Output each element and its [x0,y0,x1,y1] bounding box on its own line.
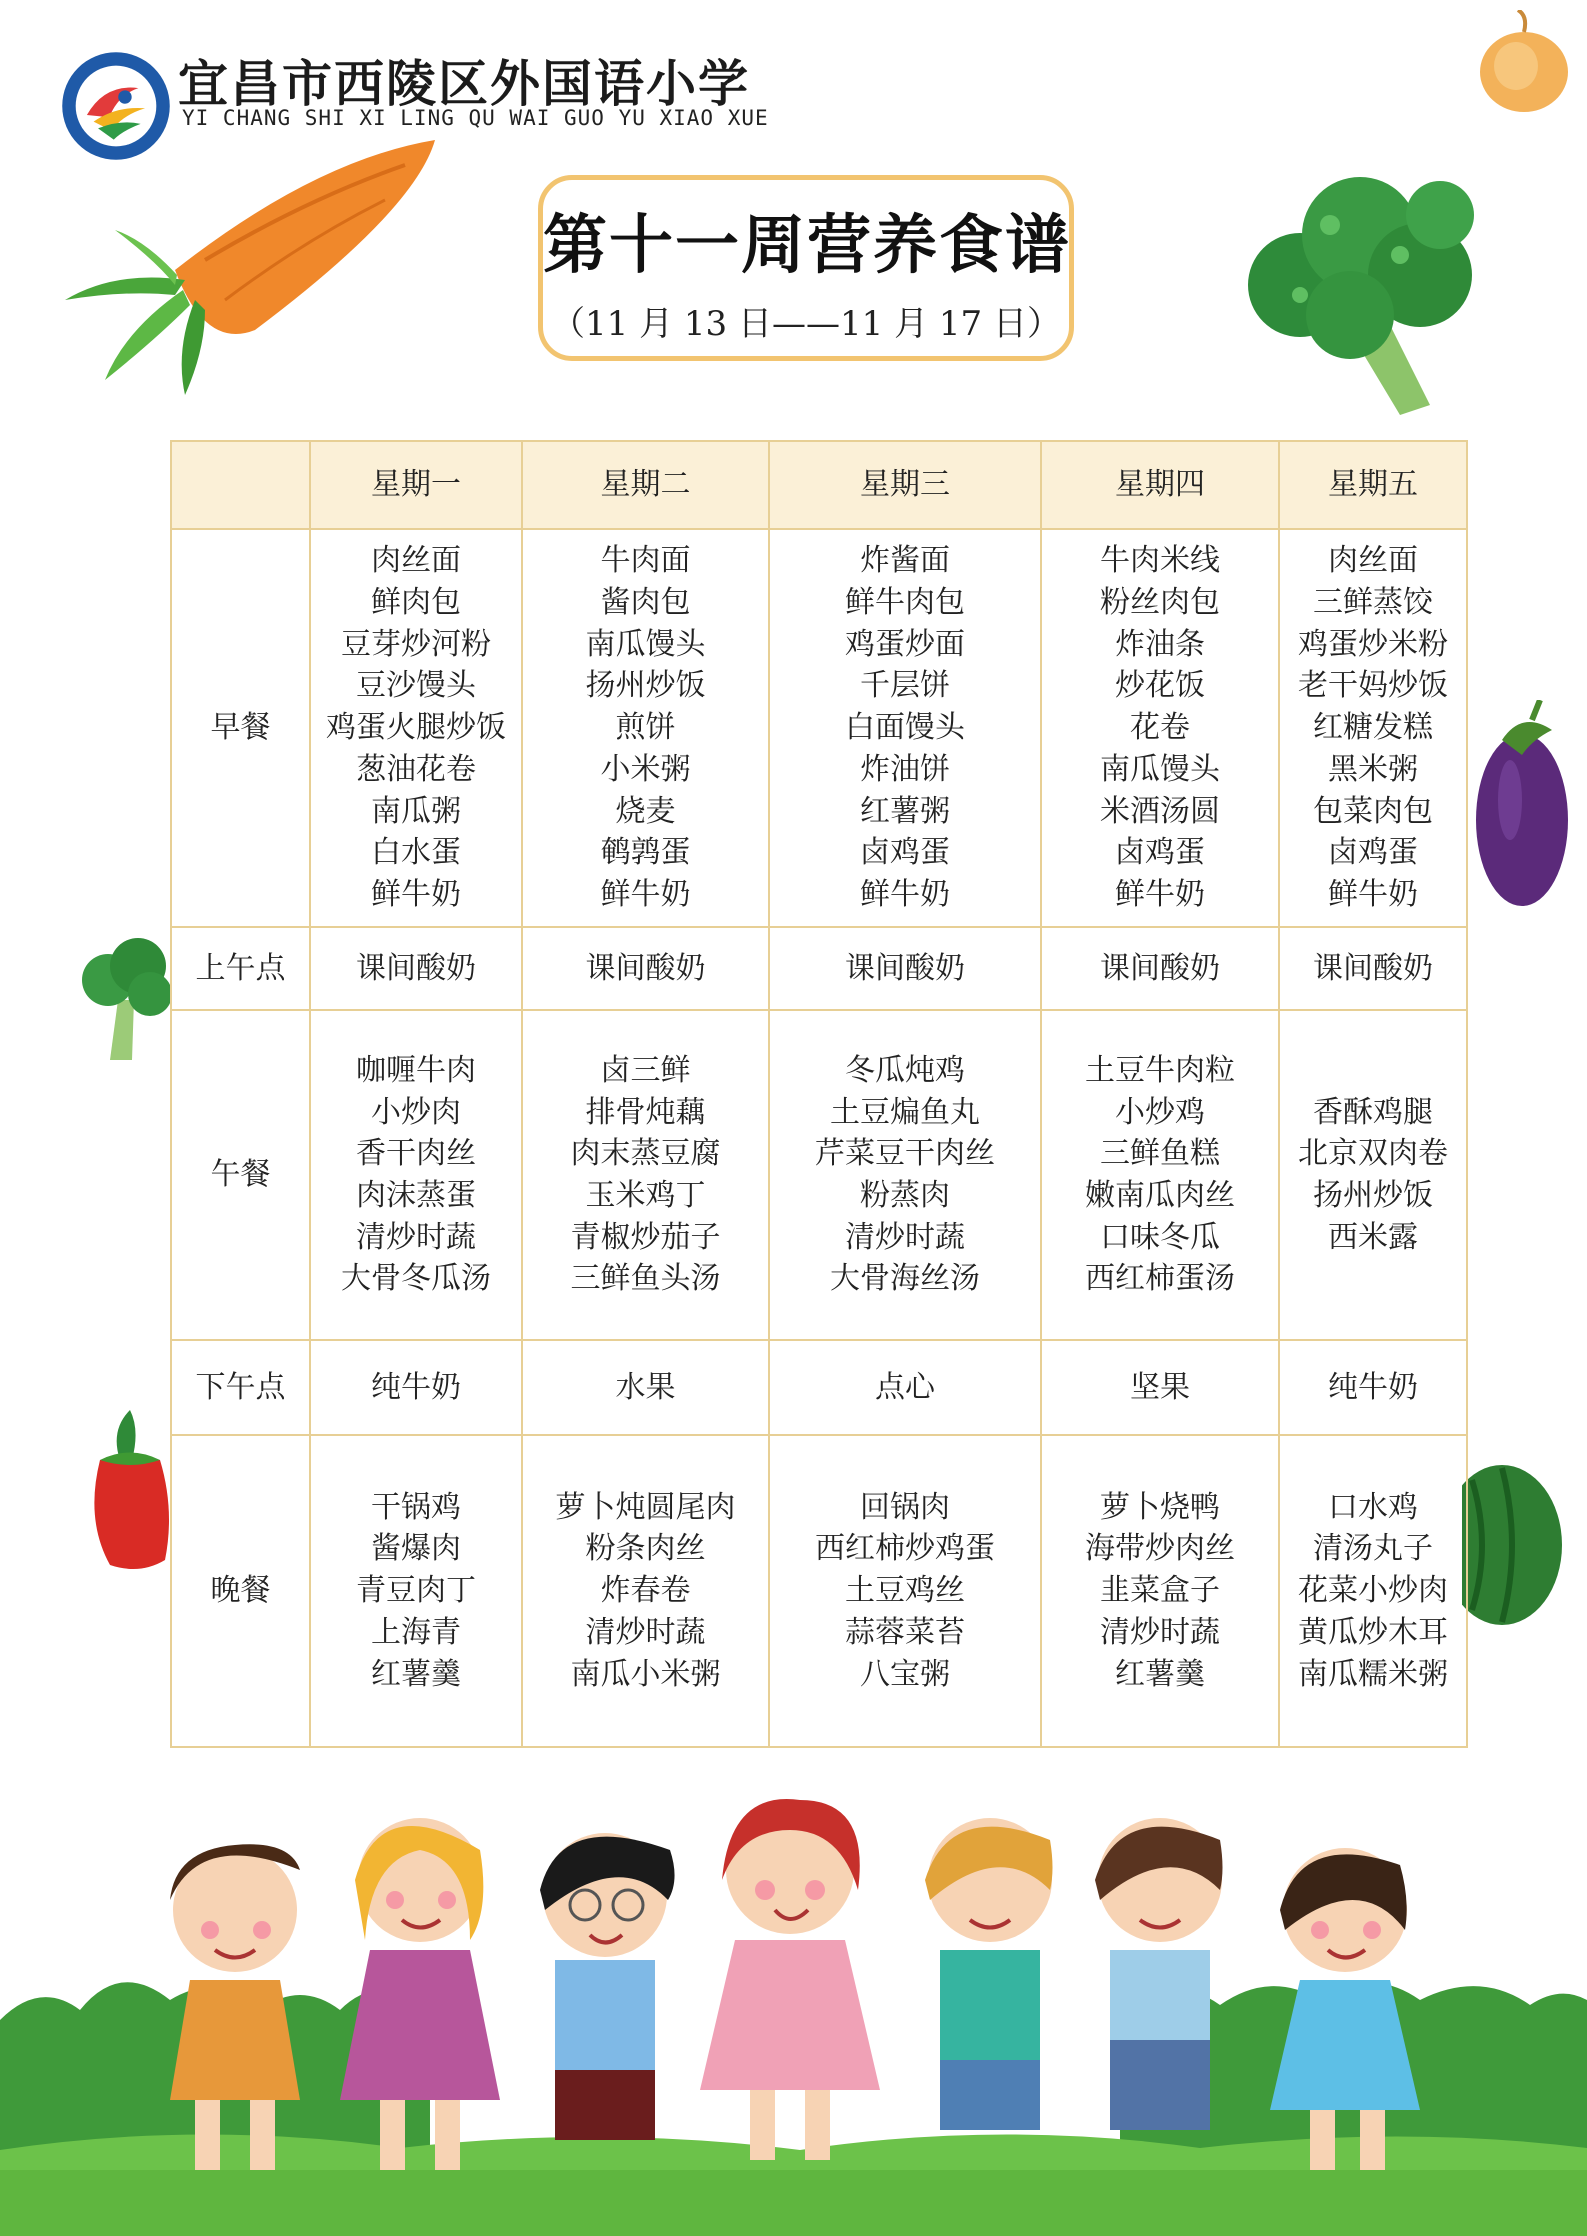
menu-cell [522,1010,769,1340]
dish-item: 包菜肉包 [1313,793,1433,829]
dish-list [1042,1050,1278,1300]
dish-item: 纯牛奶 [1328,1369,1418,1405]
dish-item: 卤鸡蛋 [860,835,950,871]
menu-cell [522,529,769,927]
dish-item: 干锅鸡 [371,1489,461,1525]
meal-label: 下午点 [171,1340,310,1435]
menu-cell [1041,1010,1279,1340]
dish-item: 清炒时蔬 [585,1614,706,1650]
dish-item: 南瓜粥 [371,793,461,829]
onion-icon [1468,10,1578,115]
menu-cell [769,1435,1041,1747]
dish-list [523,540,768,915]
dish-item: 红薯粥 [860,793,950,829]
dish-item: 红薯羹 [1115,1656,1205,1692]
dish-item: 米酒汤圆 [1100,793,1220,829]
dish-list [1042,1487,1278,1696]
dish-list [770,948,1040,990]
carrot-icon [55,120,455,400]
menu-table [170,440,1468,1748]
dish-item: 牛肉面 [600,543,691,579]
dish-item: 鲜牛奶 [1328,876,1418,912]
dish-item: 白水蛋 [371,835,461,871]
dish-list [311,540,521,915]
dish-item: 香酥鸡腿 [1313,1094,1433,1130]
dish-list [1280,1487,1466,1696]
dish-item: 土豆牛肉粒 [1085,1052,1235,1088]
dish-list [311,948,521,990]
dish-item: 萝卜炖圆尾肉 [555,1489,736,1525]
menu-cell [769,1010,1041,1340]
day-header: 星期一 [310,441,522,529]
dish-list [523,948,768,990]
dish-item: 课间酸奶 [585,950,706,986]
dish-list [1280,948,1466,990]
dish-item: 扬州炒饭 [585,668,706,704]
eggplant-icon [1462,700,1572,910]
meal-label: 早餐 [171,529,310,927]
dish-item: 粉蒸肉 [860,1178,950,1213]
dish-item: 嫩南瓜肉丝 [1085,1178,1235,1213]
dish-item: 卤三鲜 [600,1052,691,1088]
menu-cell [1279,1435,1467,1747]
dish-item: 肉丝面 [1328,543,1418,579]
dish-item: 牛肉米线 [1100,543,1220,579]
dish-item: 土豆煸鱼丸 [830,1094,980,1130]
broccoli-icon [1230,165,1500,425]
dish-list [1042,1367,1278,1409]
menu-cell [1041,1340,1279,1435]
dish-item: 黄瓜炒木耳 [1298,1614,1448,1650]
dish-item: 炒花饭 [1115,668,1205,704]
dish-item: 鸡蛋炒米粉 [1298,626,1448,662]
dish-item: 八宝粥 [860,1656,950,1692]
dish-item: 鲜牛奶 [1115,876,1205,912]
dish-item: 扬州炒饭 [1313,1178,1433,1213]
dish-item: 酱肉包 [600,585,691,621]
dish-item: 南瓜馒头 [585,626,706,662]
dish-list [770,1487,1040,1696]
afternoon-snack-row [171,1340,1467,1435]
table-header-row [171,441,1467,529]
dish-list [523,1367,768,1409]
dish-item: 水果 [615,1369,676,1405]
dish-item: 鲜牛奶 [600,876,691,912]
menu-cell [1279,1010,1467,1340]
dish-item: 煎饼 [615,710,676,746]
corner-cell [171,441,310,529]
dish-list [1042,948,1278,990]
dish-list [1280,1092,1466,1259]
dish-item: 鹌鹑蛋 [600,835,691,871]
dish-item: 点心 [875,1369,935,1405]
dish-list [311,1487,521,1696]
dish-item: 口味冬瓜 [1100,1219,1220,1255]
dish-item: 萝卜烧鸭 [1100,1489,1220,1525]
dish-item: 白面馒头 [845,710,965,746]
dish-item: 大骨冬瓜汤 [341,1261,491,1297]
dish-item: 玉米鸡丁 [585,1178,706,1213]
dish-list [770,540,1040,915]
dish-item: 排骨炖藕 [585,1094,706,1130]
dish-list [1042,540,1278,915]
menu-cell [1279,529,1467,927]
dish-item: 肉末蒸豆腐 [570,1136,721,1172]
dish-item: 课间酸奶 [356,950,476,986]
dish-list [1280,540,1466,915]
dish-item: 西红柿炒鸡蛋 [815,1531,995,1567]
dish-list [770,1367,1040,1409]
dish-item: 纯牛奶 [371,1369,461,1405]
dish-item: 鲜肉包 [371,585,461,621]
menu-cell [769,1340,1041,1435]
dish-item: 冬瓜炖鸡 [845,1052,965,1088]
dish-item: 芹菜豆干肉丝 [815,1136,995,1172]
menu-cell [310,529,522,927]
dish-item: 清汤丸子 [1313,1531,1433,1567]
dish-item: 酱爆肉 [371,1531,461,1567]
dish-item: 香干肉丝 [356,1136,476,1172]
dish-item: 海带炒肉丝 [1085,1531,1235,1567]
dish-item: 小炒肉 [371,1094,461,1130]
dish-item: 课间酸奶 [1313,950,1433,986]
meal-label: 午餐 [171,1010,310,1340]
menu-cell [310,1435,522,1747]
dish-item: 西红柿蛋汤 [1085,1261,1235,1297]
dish-item: 小米粥 [600,751,691,787]
dish-item: 黑米粥 [1328,751,1418,787]
dish-item: 千层饼 [860,668,950,704]
dish-item: 鲜牛奶 [860,876,950,912]
dish-list [311,1050,521,1300]
dish-item: 豆芽炒河粉 [341,626,491,662]
day-header: 星期五 [1279,441,1467,529]
dish-item: 红糖发糕 [1313,710,1433,746]
dish-item: 烧麦 [615,793,676,829]
dish-item: 青豆肉丁 [356,1573,476,1609]
dish-item: 鲜牛肉包 [845,585,965,621]
dish-item: 粉条肉丝 [585,1531,706,1567]
dish-item: 鸡蛋火腿炒饭 [326,710,506,746]
menu-cell [1041,529,1279,927]
dish-item: 清炒时蔬 [845,1219,965,1255]
meal-label: 上午点 [171,927,310,1010]
small-broccoli-icon [80,930,175,1065]
dish-item: 小炒鸡 [1115,1094,1205,1130]
menu-cell [1041,927,1279,1010]
menu-cell [1279,927,1467,1010]
dish-item: 咖喱牛肉 [356,1052,476,1088]
menu-cell [522,1340,769,1435]
menu-cell [1279,1340,1467,1435]
dish-item: 肉沫蒸蛋 [356,1178,476,1213]
dish-item: 课间酸奶 [1100,950,1220,986]
day-header: 星期四 [1041,441,1279,529]
dish-item: 鸡蛋炒面 [845,626,965,662]
title-box [538,175,1074,361]
dish-item: 青椒炒茄子 [570,1219,721,1255]
menu-cell [769,927,1041,1010]
dish-item: 豆沙馒头 [356,668,476,704]
dish-item: 南瓜小米粥 [570,1656,721,1692]
school-pinyin: YI CHANG SHI XI LING QU WAI GUO YU XIAO XUE [182,106,769,130]
dish-item: 肉丝面 [371,543,461,579]
dish-item: 粉丝肉包 [1100,585,1220,621]
dish-item: 上海青 [371,1614,461,1650]
watermelon-icon [1462,1460,1562,1630]
dish-item: 卤鸡蛋 [1115,835,1205,871]
lunch-row [171,1010,1467,1340]
children-illustration [0,1770,1587,2236]
dish-item: 韭菜盒子 [1100,1573,1220,1609]
dish-item: 坚果 [1130,1369,1190,1405]
meal-label: 晚餐 [171,1435,310,1747]
dish-item: 鲜牛奶 [371,876,461,912]
dish-item: 三鲜鱼糕 [1100,1136,1220,1172]
dish-list [523,1050,768,1300]
dish-item: 清炒时蔬 [1100,1614,1220,1650]
dish-item: 花卷 [1130,710,1190,746]
dish-list [523,1487,768,1696]
dish-item: 炸油条 [1115,626,1205,662]
dish-item: 课间酸奶 [845,950,965,986]
dish-item: 卤鸡蛋 [1328,835,1418,871]
dish-item: 红薯羹 [371,1656,461,1692]
red-pepper-icon [80,1400,175,1575]
dish-item: 老干妈炒饭 [1298,668,1448,704]
menu-cell [310,1340,522,1435]
menu-cell [769,529,1041,927]
dish-item: 蒜蓉菜苔 [845,1614,965,1650]
dish-list [1280,1367,1466,1409]
dish-item: 三鲜鱼头汤 [570,1261,721,1297]
dish-item: 口水鸡 [1328,1489,1418,1525]
dish-item: 三鲜蒸饺 [1313,585,1433,621]
menu-cell [1041,1435,1279,1747]
dish-item: 西米露 [1328,1219,1418,1255]
dish-item: 回锅肉 [860,1489,950,1525]
morning-snack-row [171,927,1467,1010]
dish-item: 北京双肉卷 [1298,1136,1448,1172]
day-header: 星期二 [522,441,769,529]
menu-cell [310,927,522,1010]
menu-cell [310,1010,522,1340]
breakfast-row [171,529,1467,927]
dish-list [311,1367,521,1409]
menu-cell [522,1435,769,1747]
menu-cell [522,927,769,1010]
date-range: （11 月 13 日——11 月 17 日） [551,304,1061,344]
dish-item: 葱油花卷 [356,751,476,787]
dish-item: 南瓜馒头 [1100,751,1220,787]
dish-item: 南瓜糯米粥 [1298,1656,1448,1692]
page-title: 第十一周营养食谱 [543,209,1071,283]
dish-item: 清炒时蔬 [356,1219,476,1255]
dish-item: 炸春卷 [600,1573,691,1609]
dish-item: 大骨海丝汤 [830,1261,980,1297]
dish-item: 炸酱面 [860,543,950,579]
dish-item: 炸油饼 [860,751,950,787]
day-header: 星期三 [769,441,1041,529]
dish-list [770,1050,1040,1300]
dish-item: 花菜小炒肉 [1298,1573,1448,1609]
school-name: 宜昌市西陵区外国语小学 [178,54,750,113]
dish-item: 土豆鸡丝 [845,1573,965,1609]
dinner-row [171,1435,1467,1747]
